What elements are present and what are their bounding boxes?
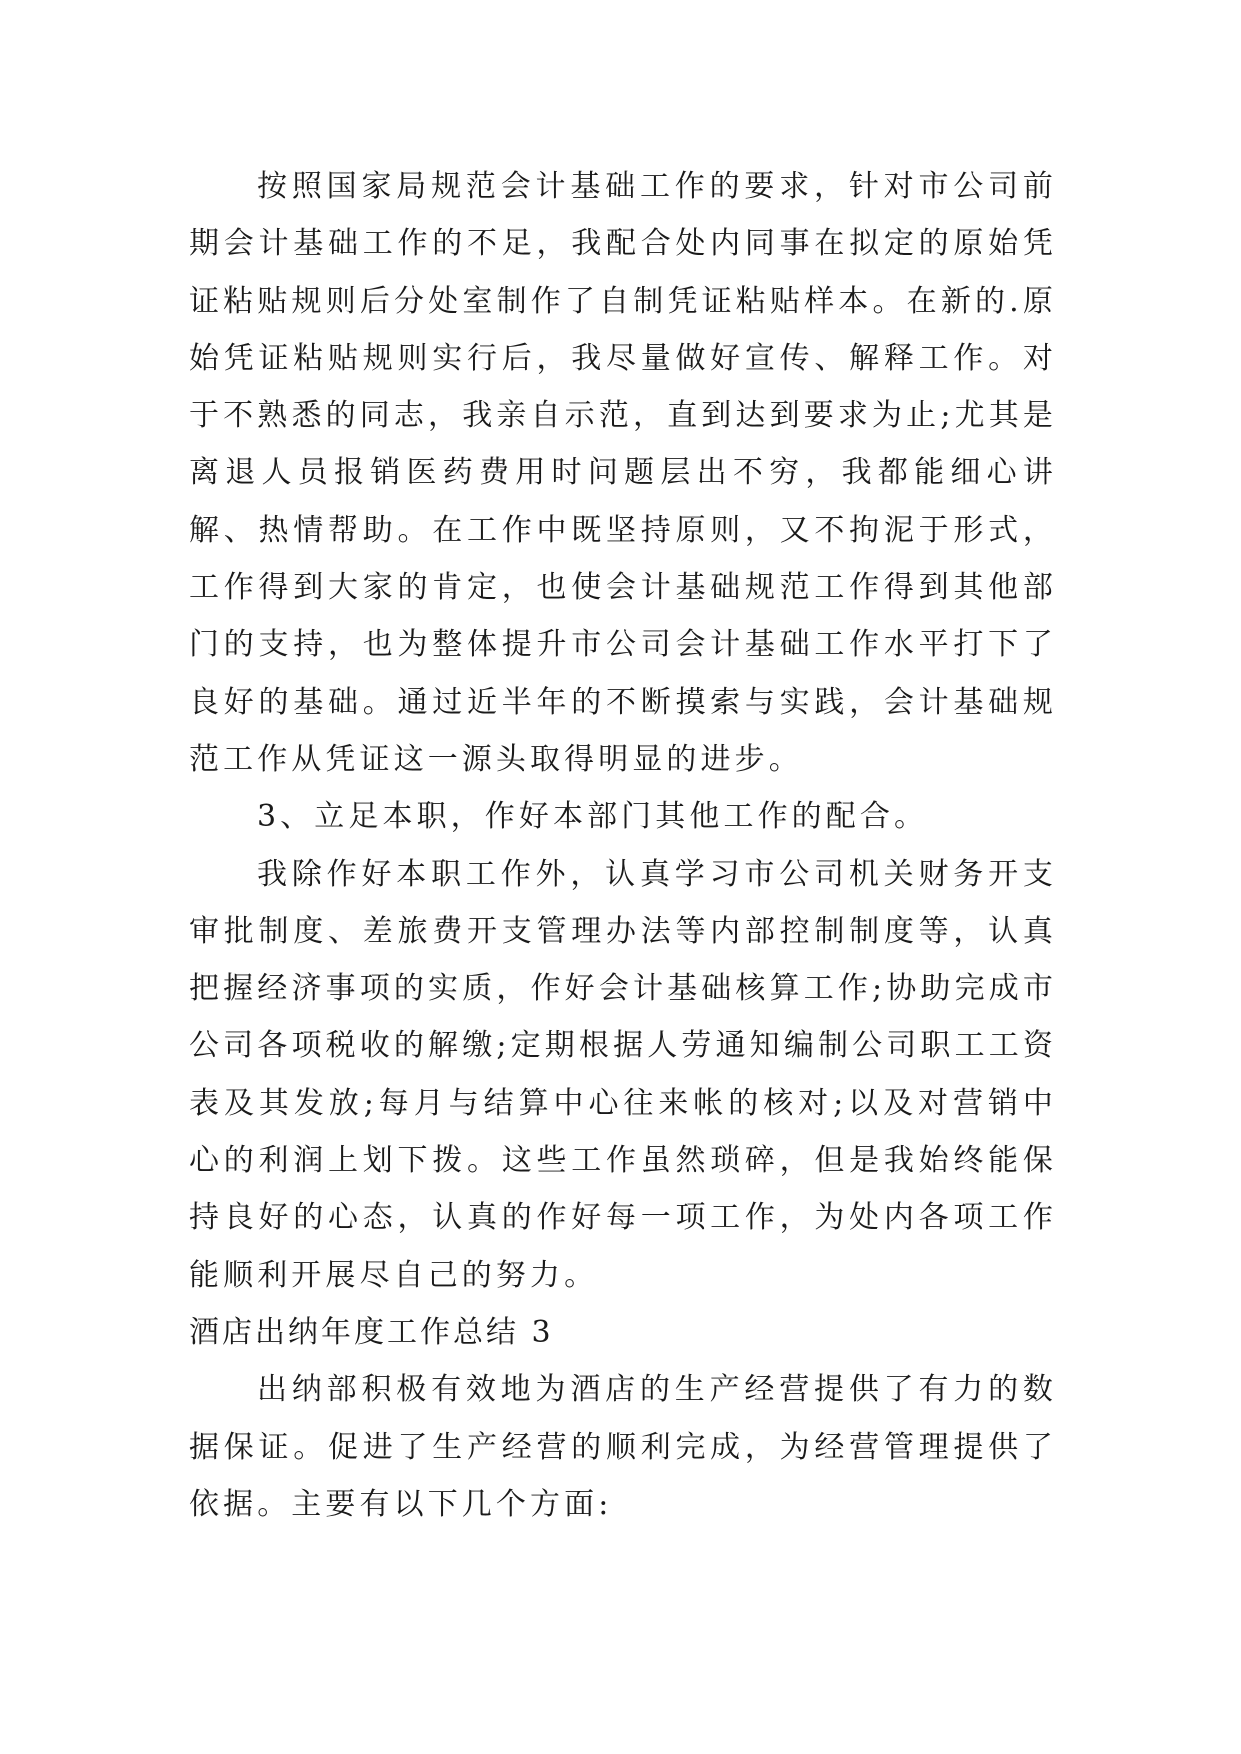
section-heading: 酒店出纳年度工作总结 3 (189, 1314, 554, 1350)
body-paragraph: 我除作好本职工作外，认真学习市公司机关财务开支审批制度、差旅费开支管理办法等内部控制制度等，认真把握经济事项的实质，作好会计基础核算工作;协助完成市公司各项税收的解缴;定期根据人劳通知编制公司职工工资表及其发放;每月与结算中心往来帐的核对;以及对营销中心的利润上划下拨。这些工作虽然琐碎，但是我始终能保持良好的心态，认真的作好每一项工作，为处内各项工作能顺利开展尽自己的努力。 (189, 856, 1057, 1293)
numbered-item-paragraph: 3、立足本职，作好本部门其他工作的配合。 (257, 799, 929, 835)
body-paragraph: 出纳部积极有效地为酒店的生产经营提供了有力的数据保证。促进了生产经营的顺利完成，为经营管理提供了依据。主要有以下几个方面: (189, 1372, 1057, 1522)
body-paragraph: 按照国家局规范会计基础工作的要求，针对市公司前期会计基础工作的不足，我配合处内同事在拟定的原始凭证粘贴规则后分处室制作了自制凭证粘贴样本。在新的.原始凭证粘贴规则实行后，我尽量做好宣传、解释工作。对于不熟悉的同志，我亲自示范，直到达到要求为止;尤其是离退人员报销医药费用时问题层出不穷，我都能细心讲解、热情帮助。在工作中既坚持原则，又不拘泥于形式，工作得到大家的肯定，也使会计基础规范工作得到其他部门的支持，也为整体提升市公司会计基础工作水平打下了良好的基础。通过近半年的不断摸索与实践，会计基础规范工作从凭证这一源头取得明显的进步。 (189, 169, 1057, 777)
document-body (189, 158, 1057, 1533)
